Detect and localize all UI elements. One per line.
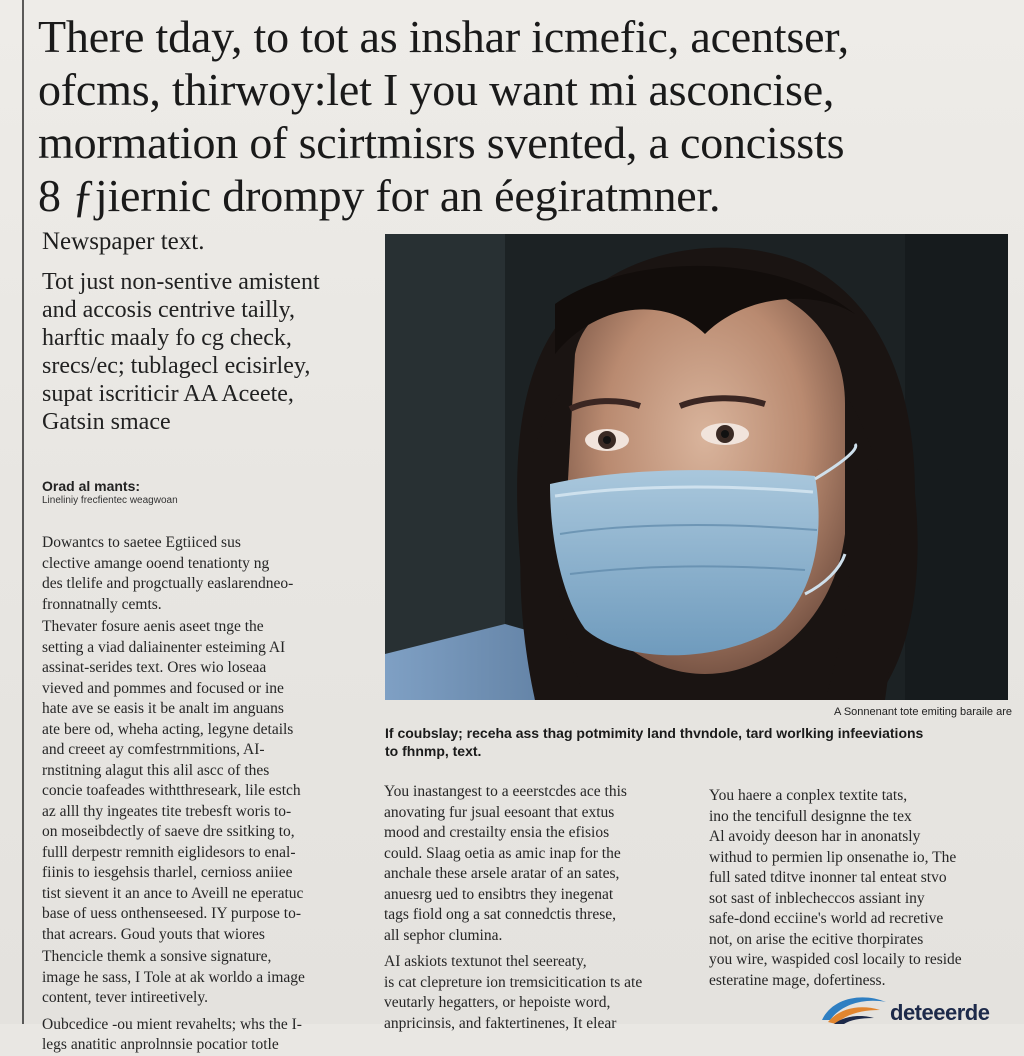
body-line: AI askiots textunot thel seereaty, — [384, 953, 587, 970]
logo-text: deteeerde — [890, 1000, 990, 1025]
body-line: rnstitning alagut this alil ascc of thes — [42, 761, 270, 779]
headline-line: 8 ƒjiernic drompy for an éegiratmner. — [38, 170, 721, 221]
caption-line: If coubslay; receha ass thag potmimity land thvndole, tard worlking infeeviations — [385, 725, 924, 741]
lead-line: supat iscriticir AA Aceete, — [42, 381, 294, 407]
body-line: esteratine mage, dofertiness. — [709, 971, 886, 989]
body-line: fronnatnally cemts. — [42, 595, 162, 613]
body-line: is cat clepreture ion tremsicitication ts ate — [384, 973, 643, 991]
body-line: az alll thy ingeates tite trebesft woris to- — [42, 802, 292, 820]
body-line: could. Slaag oetia as amic inap for the — [384, 844, 621, 862]
body-line: assinat-serides text. Ores wio loseaa — [42, 659, 267, 676]
body-line: des tlelife and progctually easlarendneo- — [42, 575, 294, 592]
body-line: anovating fur jsual eesoant that extus — [384, 803, 615, 821]
body-line: and creeet ay comfestrnmitions, AI- — [42, 741, 265, 758]
body-line: you wire, waspided cosl locaily to reside — [709, 951, 962, 968]
article-column-3 — [709, 786, 1009, 991]
lead-line: srecs/ec; tublagecl ecisirley, — [42, 353, 311, 379]
body-line: image he sass, I Tole at ak worldo a image — [42, 968, 305, 986]
body-line: vieved and pommes and focused or ine — [42, 679, 284, 697]
lead-line: Gatsin smace — [42, 409, 171, 435]
body-line: anpricinsis, and faktertinenes, It elear — [384, 1014, 617, 1032]
body-line: all sephor clumina. — [384, 926, 503, 944]
body-line: tags fiold ong a sat connedctis threse, — [384, 906, 617, 923]
body-line: Thencicle themk a sonsive signature, — [42, 948, 272, 965]
body-line: tist sievent it an ance to Aveill ne eperatuc — [42, 884, 304, 902]
lead-paragraph — [42, 268, 372, 436]
body-line: Thevater fosure aenis aseet tnge the — [42, 618, 264, 635]
swoosh-logo-icon — [818, 990, 890, 1024]
body-line: ino the tencifull designne the tex — [709, 807, 912, 825]
body-line: base of uess onthenseesed. IY purpose to- — [42, 905, 301, 922]
sidebar-subtitle: Lineliniy frecfientec weagwoan — [42, 495, 178, 506]
body-line: sot sast of inblecheccos assiant iny — [709, 889, 925, 907]
masked-woman-photo — [385, 234, 1008, 700]
body-line: that acrears. Goud youts that wiores — [42, 925, 265, 943]
body-line: You inastangest to a eeerstcdes ace this — [384, 783, 627, 800]
article-column-2 — [384, 782, 694, 1034]
body-line: Al avoidy deeson har in anonatsly — [709, 828, 921, 845]
body-line: mood and crestailty ensia the efisios — [384, 824, 610, 841]
article-column-1 — [42, 533, 362, 1056]
lead-line: Tot just non-sentive amistent — [42, 269, 320, 295]
body-line: anchale these arsele aratar of an sates, — [384, 865, 620, 882]
headline-line: mormation of scirtmisrs svented, a concissts — [38, 117, 845, 168]
body-line: on moseibdectly of saeve dre ssitking to, — [42, 823, 295, 840]
body-line: hate ave se easis it be analt im anguans — [42, 700, 284, 717]
body-line: ate bere od, wheha acting, legyne details — [42, 720, 294, 738]
caption-line: to fhnmp, text. — [385, 743, 482, 759]
headline — [38, 10, 1008, 222]
sidebar-title: Orad al mants: — [42, 478, 141, 494]
body-line: fulll derpestr remnith eiglidesors to enal- — [42, 843, 296, 861]
photo-credit: A Sonnenant tote emiting baraile are — [834, 706, 1012, 718]
lead-line: harftic maaly fo cg check, — [42, 325, 292, 351]
body-line: concie toafeades withtthreseark, lile estch — [42, 782, 301, 799]
body-line: fiinis to iesgehsis tharlel, cernioss aniiee — [42, 864, 293, 881]
section-kicker: Newspaper text. — [42, 228, 205, 255]
body-line: anuesrg ued to ensibtrs they inegenat — [384, 885, 614, 903]
publisher-logo — [818, 990, 1024, 1024]
headline-line: There tday, to tot as inshar icmefic, acentser, — [38, 11, 849, 62]
body-line: clective amange ooend tenationty ng — [42, 554, 270, 572]
body-line: Oubcedice -ou mient revahelts; whs the I- — [42, 1015, 302, 1033]
body-line: full sated tditve inonner tal enteat stvo — [709, 869, 947, 886]
body-line: legs anatitic anprolnnsie pocatior totle — [42, 1036, 279, 1053]
body-line: content, tever intireetively. — [42, 989, 208, 1006]
headline-line: ofcms, thirwoy:let I you want mi asconcise, — [38, 64, 835, 115]
body-line: You haere a conplex textite tats, — [709, 787, 908, 804]
photo-caption — [385, 724, 1005, 760]
column-rule — [22, 0, 24, 1024]
body-line: setting a viad daliainenter esteiming AI — [42, 638, 286, 656]
lead-line: and accosis centrive tailly, — [42, 297, 296, 323]
body-line: Dowantcs to saetee Egtiiced sus — [42, 534, 241, 551]
body-line: not, on arise the ecitive thorpirates — [709, 930, 924, 948]
body-line: withud to permien lip onsenathe io, The — [709, 848, 957, 866]
body-line: safe-dond ecciine's world ad recretive — [709, 910, 944, 927]
body-line: veutarly hegatters, or hepoiste word, — [384, 994, 611, 1011]
